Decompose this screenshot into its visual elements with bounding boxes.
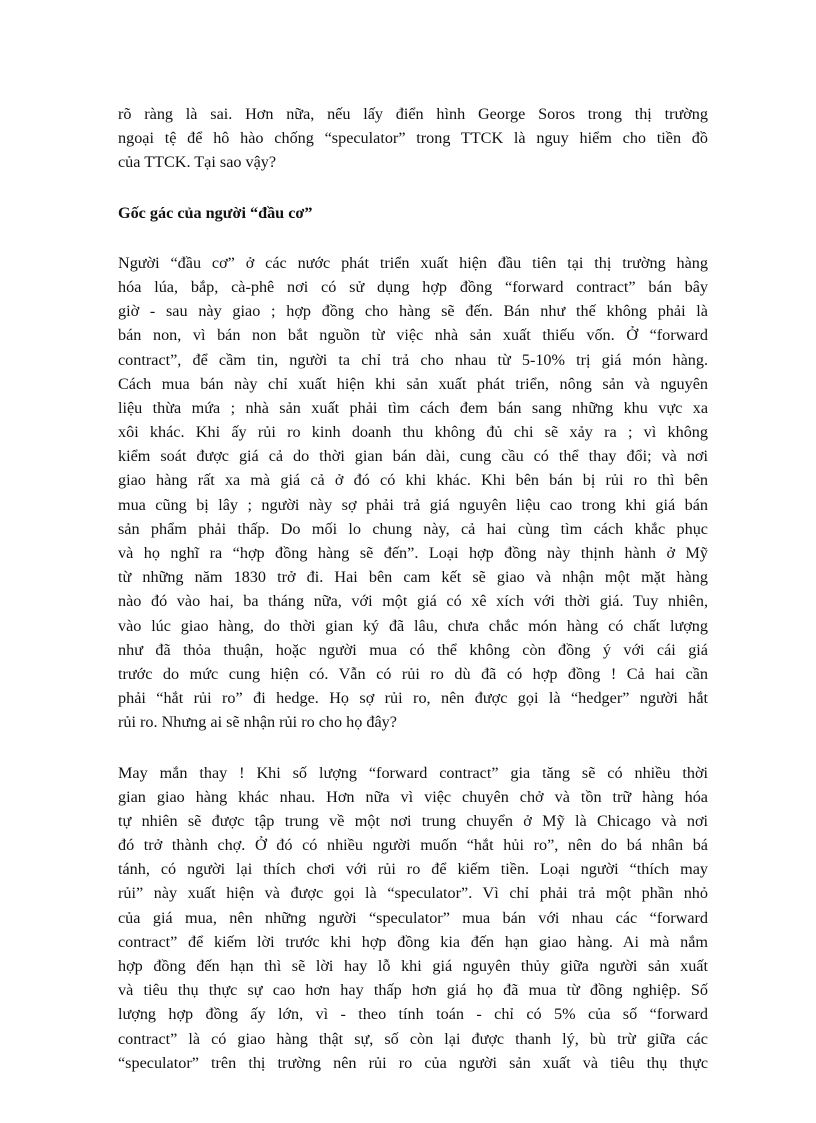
text-line: từ những năm 1830 trở đi. Hai bên cam kết sẽ giao và nhận một mặt hàng <box>118 568 708 587</box>
text-line: contract” để kiếm lời trước khi hợp đồng kia đến hạn giao hàng. Ai mà nắm <box>118 932 708 951</box>
text-line: sản phẩm phải thấp. Do mối lo chung này, cả hai cùng tìm cách khắc phục <box>118 519 708 538</box>
text-line: giờ - sau này giao ; hợp đồng cho hàng sẽ đến. Bán như thế không phải là <box>118 302 708 321</box>
text-line: của TTCK. Tại sao vậy? <box>118 153 277 172</box>
text-line: contract” là có giao hàng thật sự, số còn lại được thanh lý, bù trừ giữa các <box>118 1029 708 1048</box>
text-line: nào đó vào hai, ba tháng nữa, với một giá có xê xích với thời giá. Tuy nhiên, <box>118 592 708 611</box>
text-line: tánh, có người lại thích chơi với rủi ro để kiếm tiền. Loại người “thích may <box>118 860 708 879</box>
document-body <box>118 102 708 1075</box>
text-line: rõ ràng là sai. Hơn nữa, nếu lấy điển hình George Soros trong thị trường <box>118 105 708 123</box>
text-line: lượng hợp đồng ấy lớn, vì - theo tính toán - chỉ có 5% của số “forward <box>118 1005 708 1024</box>
text-line: ngoại tệ để hô hào chống “speculator” trong TTCK là nguy hiểm cho tiền đồ <box>118 129 708 148</box>
text-line: bán non, vì bán non bắt nguồn từ việc nhà sản xuất thiếu vốn. Ở “forward <box>118 326 708 345</box>
text-line: contract”, để cầm tin, người ta chỉ trả cho nhau từ 5-10% trị giá món hàng. <box>118 350 708 369</box>
intro-paragraph <box>118 102 708 175</box>
text-line: May mắn thay ! Khi số lượng “forward contract” gia tăng sẽ có nhiều thời <box>118 763 708 782</box>
text-line: “speculator” trên thị trường nên rủi ro của người sản xuất và tiêu thụ thực <box>118 1053 708 1072</box>
text-line: kiểm soát được giá cả do thời gian bán dài, cung cầu có thể thay đổi; và nơi <box>118 447 708 466</box>
paragraph-origins <box>118 251 708 735</box>
text-line: mua cũng bị lây ; người này sợ phải trả giá nguyên liệu cao trong khi giá bán <box>118 495 708 514</box>
text-line: rủi ro. Nhưng ai sẽ nhận rủi ro cho họ đây? <box>118 713 397 732</box>
text-line: phải “hắt rủi ro” đi hedge. Họ sợ rủi ro, nên được gọi là “hedger” người hắt <box>118 689 708 708</box>
text-line: gian giao hàng khác nhau. Hơn nữa vì việc chuyên chở và tồn trữ hàng hóa <box>118 787 708 806</box>
text-line: của giá mua, nên những người “speculator” mua bán với nhau các “forward <box>118 908 708 927</box>
text-line: hóa lúa, bắp, cà-phê nơi có sử dụng hợp đồng “forward contract” bán bây <box>118 277 708 296</box>
paragraph-speculator <box>118 761 708 1075</box>
text-line: đó trở thành chợ. Ở đó có nhiều người muốn “hắt hủi ro”, nên do bá nhân bá <box>118 836 708 855</box>
text-line: Cách mua bán này chỉ xuất hiện khi sản xuất phát triển, nông sản và nguyên <box>118 374 708 393</box>
text-line: và tiêu thụ thực sự cao hơn hay thấp hơn giá họ đã mua từ đồng nghiệp. Số <box>118 981 708 1000</box>
text-line: vào lúc giao hàng, do thời gian ký đã lâu, chưa chắc món hàng có chất lượng <box>118 616 708 635</box>
text-line: liệu thừa mứa ; nhà sản xuất phải tìm cách đem bán sang những khu vực xa <box>118 398 708 417</box>
text-line: Người “đầu cơ” ở các nước phát triển xuất hiện đầu tiên tại thị trường hàng <box>118 253 708 272</box>
text-line: giao hàng rất xa mà giá cả ở đó có khi khác. Khi bên bán bị rủi ro thì bên <box>118 471 708 490</box>
text-line: rủi” này xuất hiện và được gọi là “speculator”. Vì chỉ phải trả một phần nhỏ <box>118 884 708 903</box>
text-line: trước do mức cung hiện có. Vẫn có rủi ro dù đã có hợp đồng ! Cả hai cần <box>118 664 708 683</box>
text-line: và họ nghĩ ra “hợp đồng hàng sẽ đến”. Loại hợp đồng này thịnh hành ở Mỹ <box>118 544 708 562</box>
text-line: như đã thỏa thuận, hoặc người mua có thể không còn đồng ý với cái giá <box>118 640 708 659</box>
text-line: tự nhiên sẽ được tập trung về một nơi trung chuyển ở Mỹ là Chicago và nơi <box>118 811 708 830</box>
text-line: hợp đồng đến hạn thì sẽ lời hay lỗ khi giá nguyên thủy giữa người sản xuất <box>118 957 708 975</box>
text-line: xôi khác. Khi ấy rủi ro kinh doanh thu không đủ chi sẽ xảy ra ; vì không <box>118 423 708 442</box>
section-heading: Gốc gác của người “đầu cơ” <box>118 203 313 222</box>
